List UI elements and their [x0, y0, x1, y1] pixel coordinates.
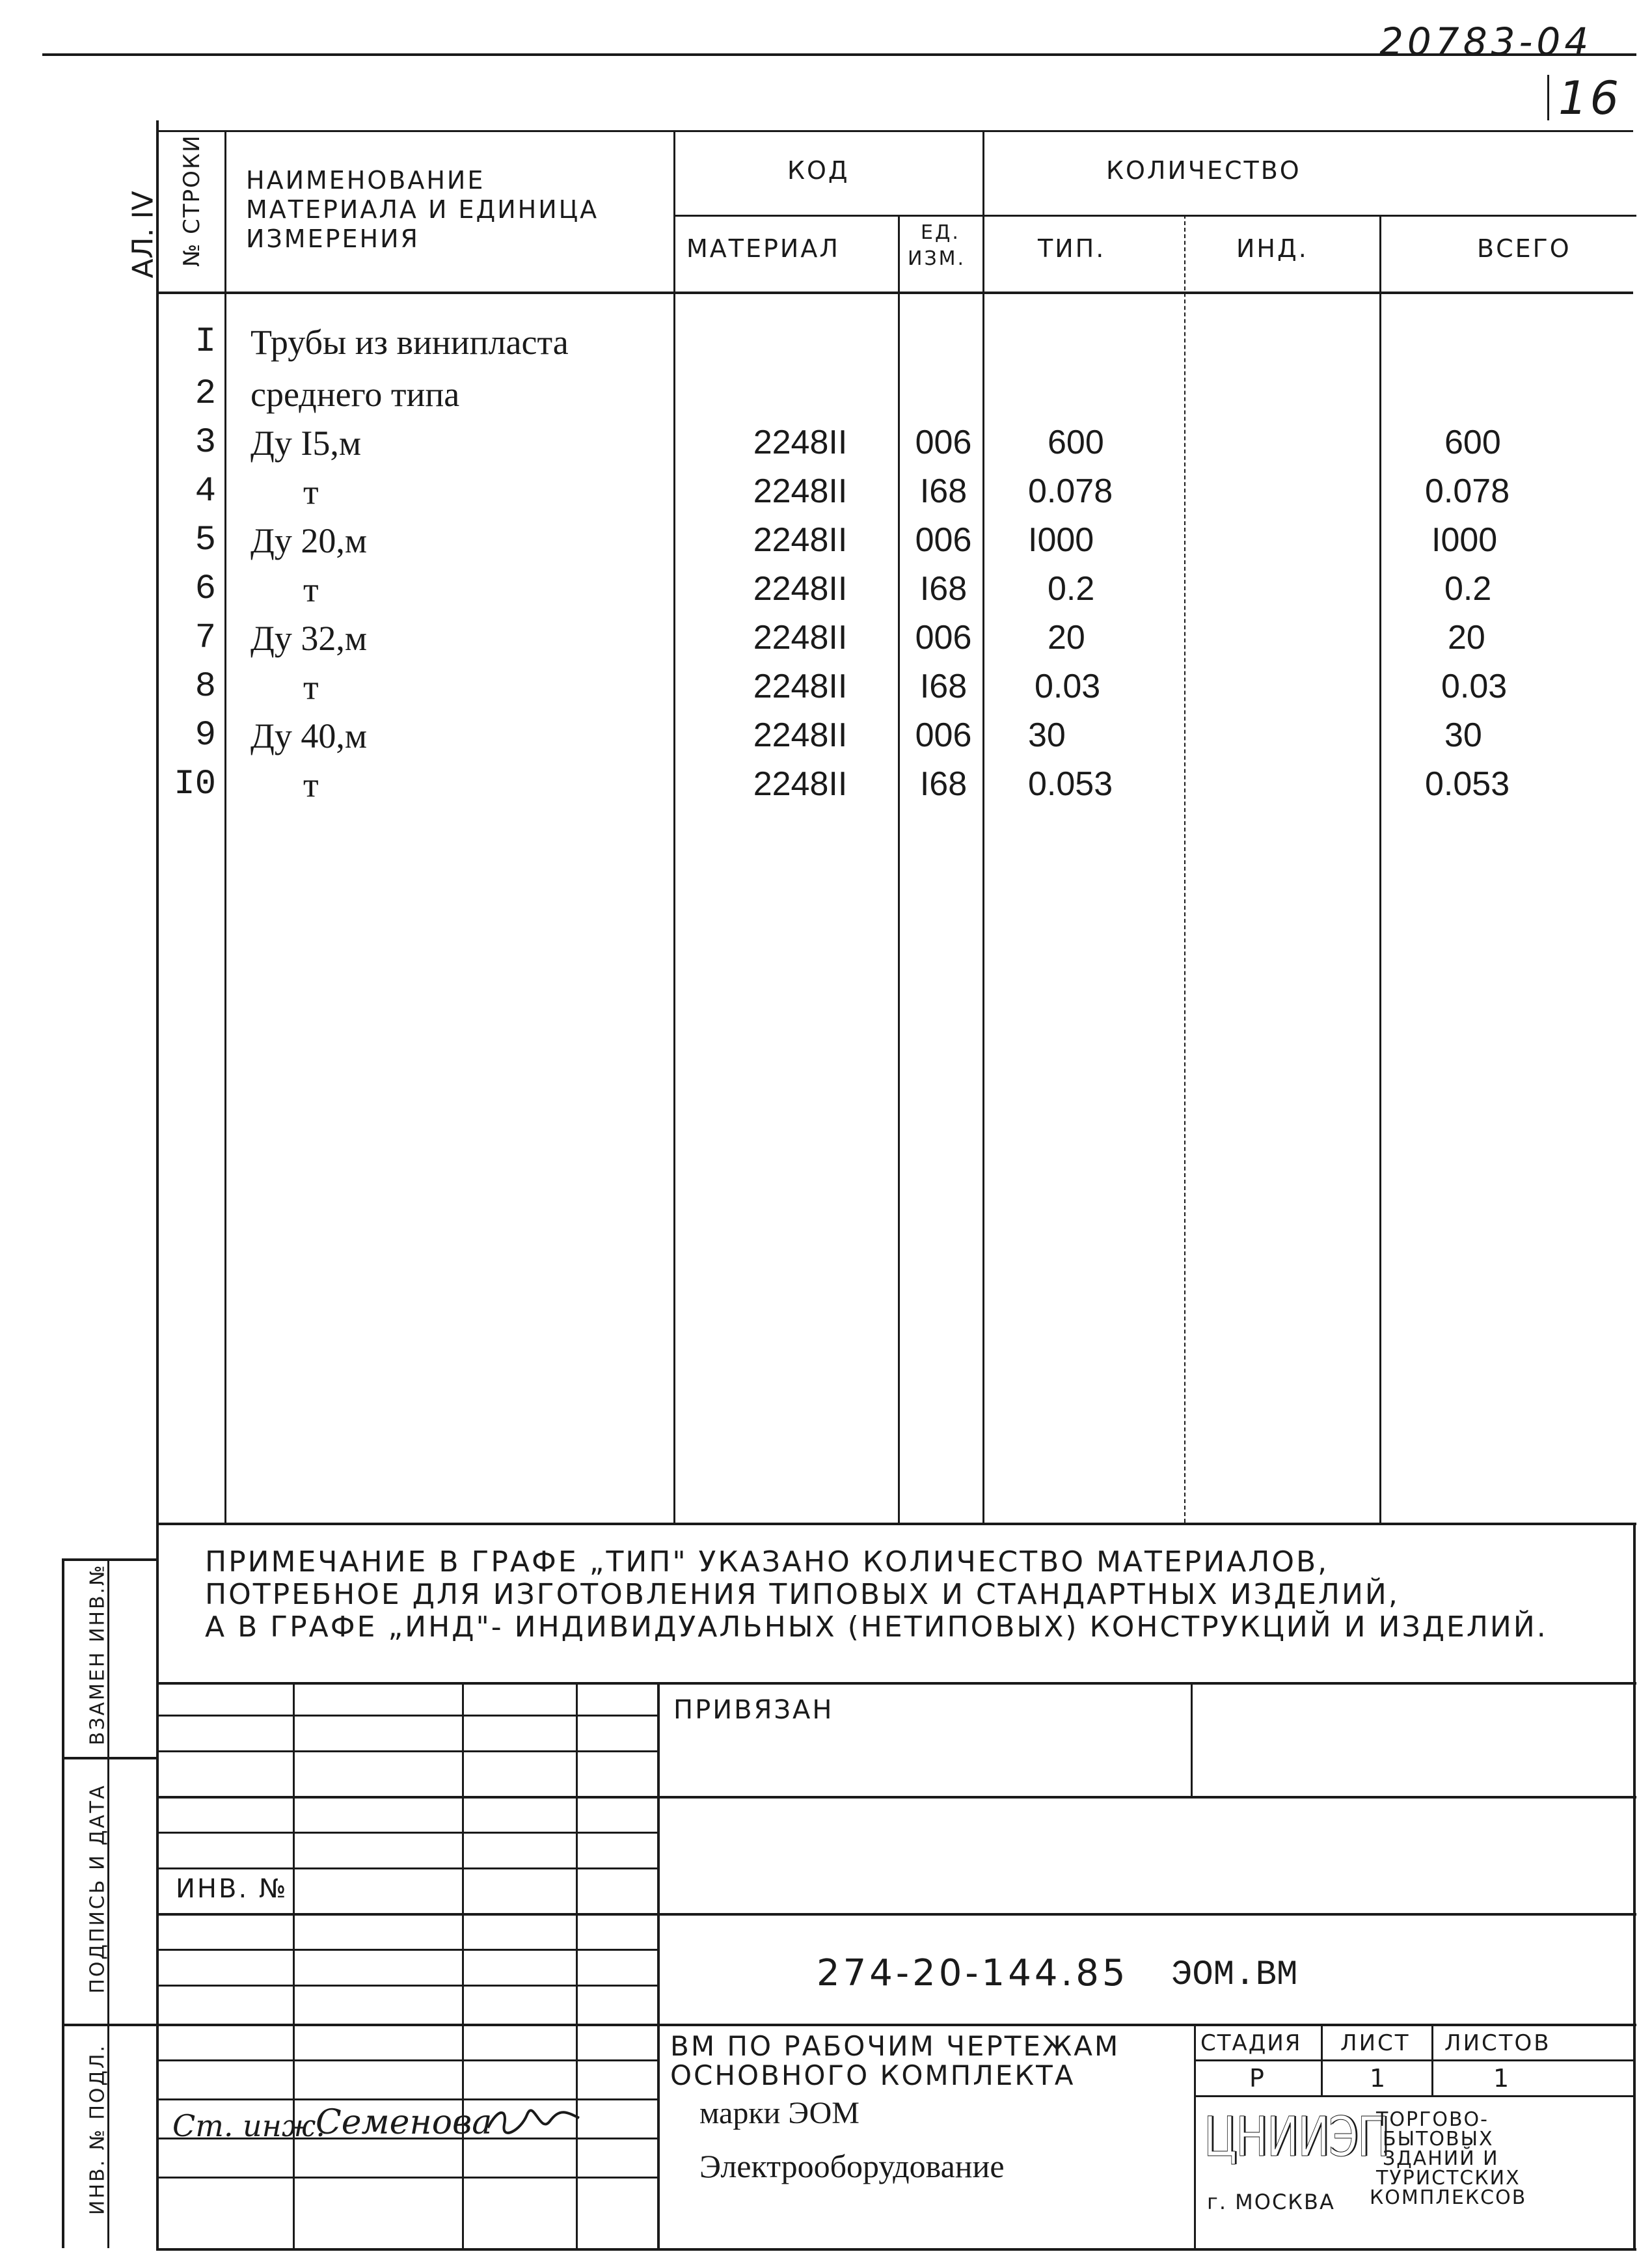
header-mid-rule: [673, 215, 1636, 217]
tb-row-5: [156, 1867, 657, 1869]
album-label: АЛ. IV: [126, 191, 160, 278]
row-typical: 0.053: [1028, 765, 1113, 803]
tb-bottom-rule: [156, 2248, 1636, 2251]
tb-row-11: [156, 2098, 657, 2100]
side-strip-left: [62, 1558, 64, 2248]
frame-top: [156, 130, 1633, 132]
org-line-2: БЫТОВЫХ: [1383, 2128, 1494, 2151]
tb-row-13: [156, 2177, 657, 2179]
col-sep-typical: [1184, 215, 1185, 1523]
sheets-value: 1: [1493, 2064, 1511, 2093]
header-quantity: КОЛИЧЕСТВО: [1106, 156, 1301, 185]
tb-row-1: [156, 1715, 657, 1717]
header-name-3: ИЗМЕРЕНИЯ: [246, 224, 420, 253]
row-total: 20: [1448, 619, 1485, 657]
brand-mark: марки ЭОМ: [699, 2096, 860, 2130]
row-unit: 006: [915, 619, 972, 657]
row-typical: I000: [1028, 521, 1094, 559]
tb-row-6: [156, 1913, 1636, 1916]
tb-col-1: [293, 1682, 295, 2248]
row-number: 2: [195, 374, 216, 414]
tb-stage-mid: [1194, 2059, 1633, 2061]
note-top-rule: [156, 1523, 1636, 1525]
row-name: т: [251, 570, 319, 609]
tb-col-attach: [1191, 1682, 1193, 1796]
header-code: КОД: [787, 156, 850, 185]
row-material: 2248II: [753, 424, 848, 461]
page-mark-line: [1547, 75, 1549, 120]
archive-number: 20783-04: [1379, 20, 1593, 64]
row-typical: 0.2: [1048, 570, 1095, 608]
org-line-4: ТУРИСТСКИХ: [1376, 2167, 1521, 2190]
row-number: 9: [195, 716, 216, 755]
document-mark: ЭОМ.ВМ: [1171, 1955, 1298, 1995]
frame-right: [1633, 1523, 1636, 2248]
header-unit-1: ЕД.: [921, 221, 960, 244]
label-replaced-inv: ВЗАМЕН ИНВ.№: [86, 1563, 109, 1746]
tb-row-3: [156, 1796, 1636, 1799]
row-number: 3: [195, 423, 216, 463]
inv-no-label: ИНВ. №: [176, 1874, 288, 1904]
signer-role: Ст. инж.: [172, 2108, 325, 2143]
row-name: т: [251, 472, 319, 511]
tb-row-9: [156, 2024, 1636, 2026]
label-signature-date: ПОДПИСЬ И ДАТА: [86, 1784, 109, 1994]
page-number: 16: [1558, 72, 1622, 125]
row-material: 2248II: [753, 570, 848, 608]
col-sep-material: [898, 215, 900, 1523]
row-material: 2248II: [753, 716, 848, 754]
sheet-value: 1: [1370, 2064, 1388, 2093]
tb-row-4: [156, 1832, 657, 1834]
tb-row-2: [156, 1750, 657, 1752]
row-total: 600: [1444, 424, 1501, 461]
row-unit: I68: [919, 765, 968, 803]
stage-label: СТАДИЯ: [1200, 2030, 1302, 2056]
title-line-1: ВМ ПО РАБОЧИМ ЧЕРТЕЖАМ: [670, 2030, 1120, 2062]
row-number: I: [195, 322, 216, 362]
header-individual: ИНД.: [1236, 234, 1308, 263]
header-name-1: НАИМЕНОВАНИЕ: [246, 166, 485, 195]
row-number: 4: [195, 472, 216, 511]
row-total: I000: [1431, 521, 1498, 559]
tb-row-10: [156, 2059, 657, 2061]
subject: Электрооборудование: [699, 2148, 1005, 2184]
title-line-2: ОСНОВНОГО КОМПЛЕКТА: [670, 2059, 1076, 2091]
org-line-5: КОМПЛЕКСОВ: [1370, 2186, 1527, 2209]
header-row-number: № СТРОКИ: [179, 134, 205, 267]
tb-col-stage: [1194, 2024, 1196, 2248]
row-total: 0.2: [1444, 570, 1492, 608]
tb-col-3: [576, 1682, 578, 2248]
row-number: 8: [195, 667, 216, 707]
attached-label: ПРИВЯЗАН: [673, 1695, 834, 1725]
signature-scribble: [485, 2102, 582, 2141]
row-material: 2248II: [753, 668, 848, 705]
row-name: среднего типа: [251, 375, 460, 414]
label-inv-original: ИНВ. № ПОДЛ.: [86, 2043, 109, 2216]
header-material: МАТЕРИАЛ: [686, 234, 840, 263]
header-typical: ТИП.: [1038, 234, 1106, 263]
row-name: т: [251, 668, 319, 707]
row-number: 5: [195, 521, 216, 560]
row-unit: 006: [915, 716, 972, 754]
header-unit-2: ИЗМ.: [908, 247, 966, 270]
tb-stage-bottom: [1194, 2095, 1633, 2097]
row-typical: 600: [1048, 424, 1104, 461]
sheet-label: ЛИСТ: [1340, 2030, 1411, 2056]
row-unit: I68: [919, 472, 968, 510]
row-name: Ду 40,м: [251, 716, 368, 755]
note-line-1: ПРИМЕЧАНИЕ В ГРАФЕ „ТИП" УКАЗАНО КОЛИЧЕСТВО МАТЕРИАЛОВ,: [205, 1545, 1329, 1579]
row-material: 2248II: [753, 472, 848, 510]
frame-left: [156, 120, 159, 2248]
row-unit: I68: [919, 668, 968, 705]
col-sep-rownum: [224, 130, 226, 1523]
row-total: 0.053: [1425, 765, 1510, 803]
header-total: ВСЕГО: [1477, 234, 1571, 263]
row-number: 6: [195, 569, 216, 609]
row-total: 0.078: [1425, 472, 1510, 510]
row-typical: 20: [1048, 619, 1085, 657]
row-unit: 006: [915, 521, 972, 559]
row-name: Ду 32,м: [251, 619, 368, 658]
org-logo: ЦНИИЭП: [1204, 2105, 1388, 2169]
col-sep-unit: [982, 130, 984, 1523]
sheets-label: ЛИСТОВ: [1444, 2030, 1551, 2056]
note-line-3: А В ГРАФЕ „ИНД"- ИНДИВИДУАЛЬНЫХ (НЕТИПОВЫХ) КОНСТРУКЦИЙ И ИЗДЕЛИЙ.: [205, 1610, 1548, 1644]
row-name: Ду I5,м: [251, 424, 361, 463]
row-unit: 006: [915, 424, 972, 461]
header-bottom-rule: [156, 292, 1633, 294]
signer-name: Семенова: [316, 2103, 493, 2142]
col-sep-name: [673, 130, 675, 1523]
org-line-3: ЗДАНИЙ И: [1383, 2147, 1499, 2170]
row-material: 2248II: [753, 521, 848, 559]
top-rule: [42, 53, 1636, 56]
row-typical: 0.03: [1035, 668, 1101, 705]
header-name-2: МАТЕРИАЛА И ЕДИНИЦА: [246, 195, 599, 224]
row-number: 7: [195, 618, 216, 658]
tb-row-8: [156, 1985, 657, 1987]
designation: 274-20-144.85: [817, 1952, 1129, 1994]
city: г. МОСКВА: [1207, 2190, 1335, 2214]
row-number: I0: [174, 765, 216, 804]
row-unit: I68: [919, 570, 968, 608]
row-total: 0.03: [1441, 668, 1508, 705]
tb-top-rule: [156, 1682, 1636, 1685]
org-line-1: ТОРГОВО-: [1376, 2108, 1489, 2131]
tb-col-2: [462, 1682, 464, 2248]
tb-col-4: [657, 1682, 660, 2248]
col-sep-individual: [1379, 215, 1381, 1523]
row-name: Трубы из винипласта: [251, 323, 569, 362]
row-material: 2248II: [753, 765, 848, 803]
stage-value: Р: [1249, 2064, 1266, 2093]
row-name: т: [251, 765, 319, 804]
row-material: 2248II: [753, 619, 848, 657]
note-line-2: ПОТРЕБНОЕ ДЛЯ ИЗГОТОВЛЕНИЯ ТИПОВЫХ И СТАНДАРТНЫХ ИЗДЕЛИЙ,: [205, 1578, 1400, 1611]
row-total: 30: [1444, 716, 1482, 754]
row-typical: 30: [1028, 716, 1066, 754]
tb-row-7: [156, 1949, 657, 1951]
row-typical: 0.078: [1028, 472, 1113, 510]
row-name: Ду 20,м: [251, 521, 368, 560]
